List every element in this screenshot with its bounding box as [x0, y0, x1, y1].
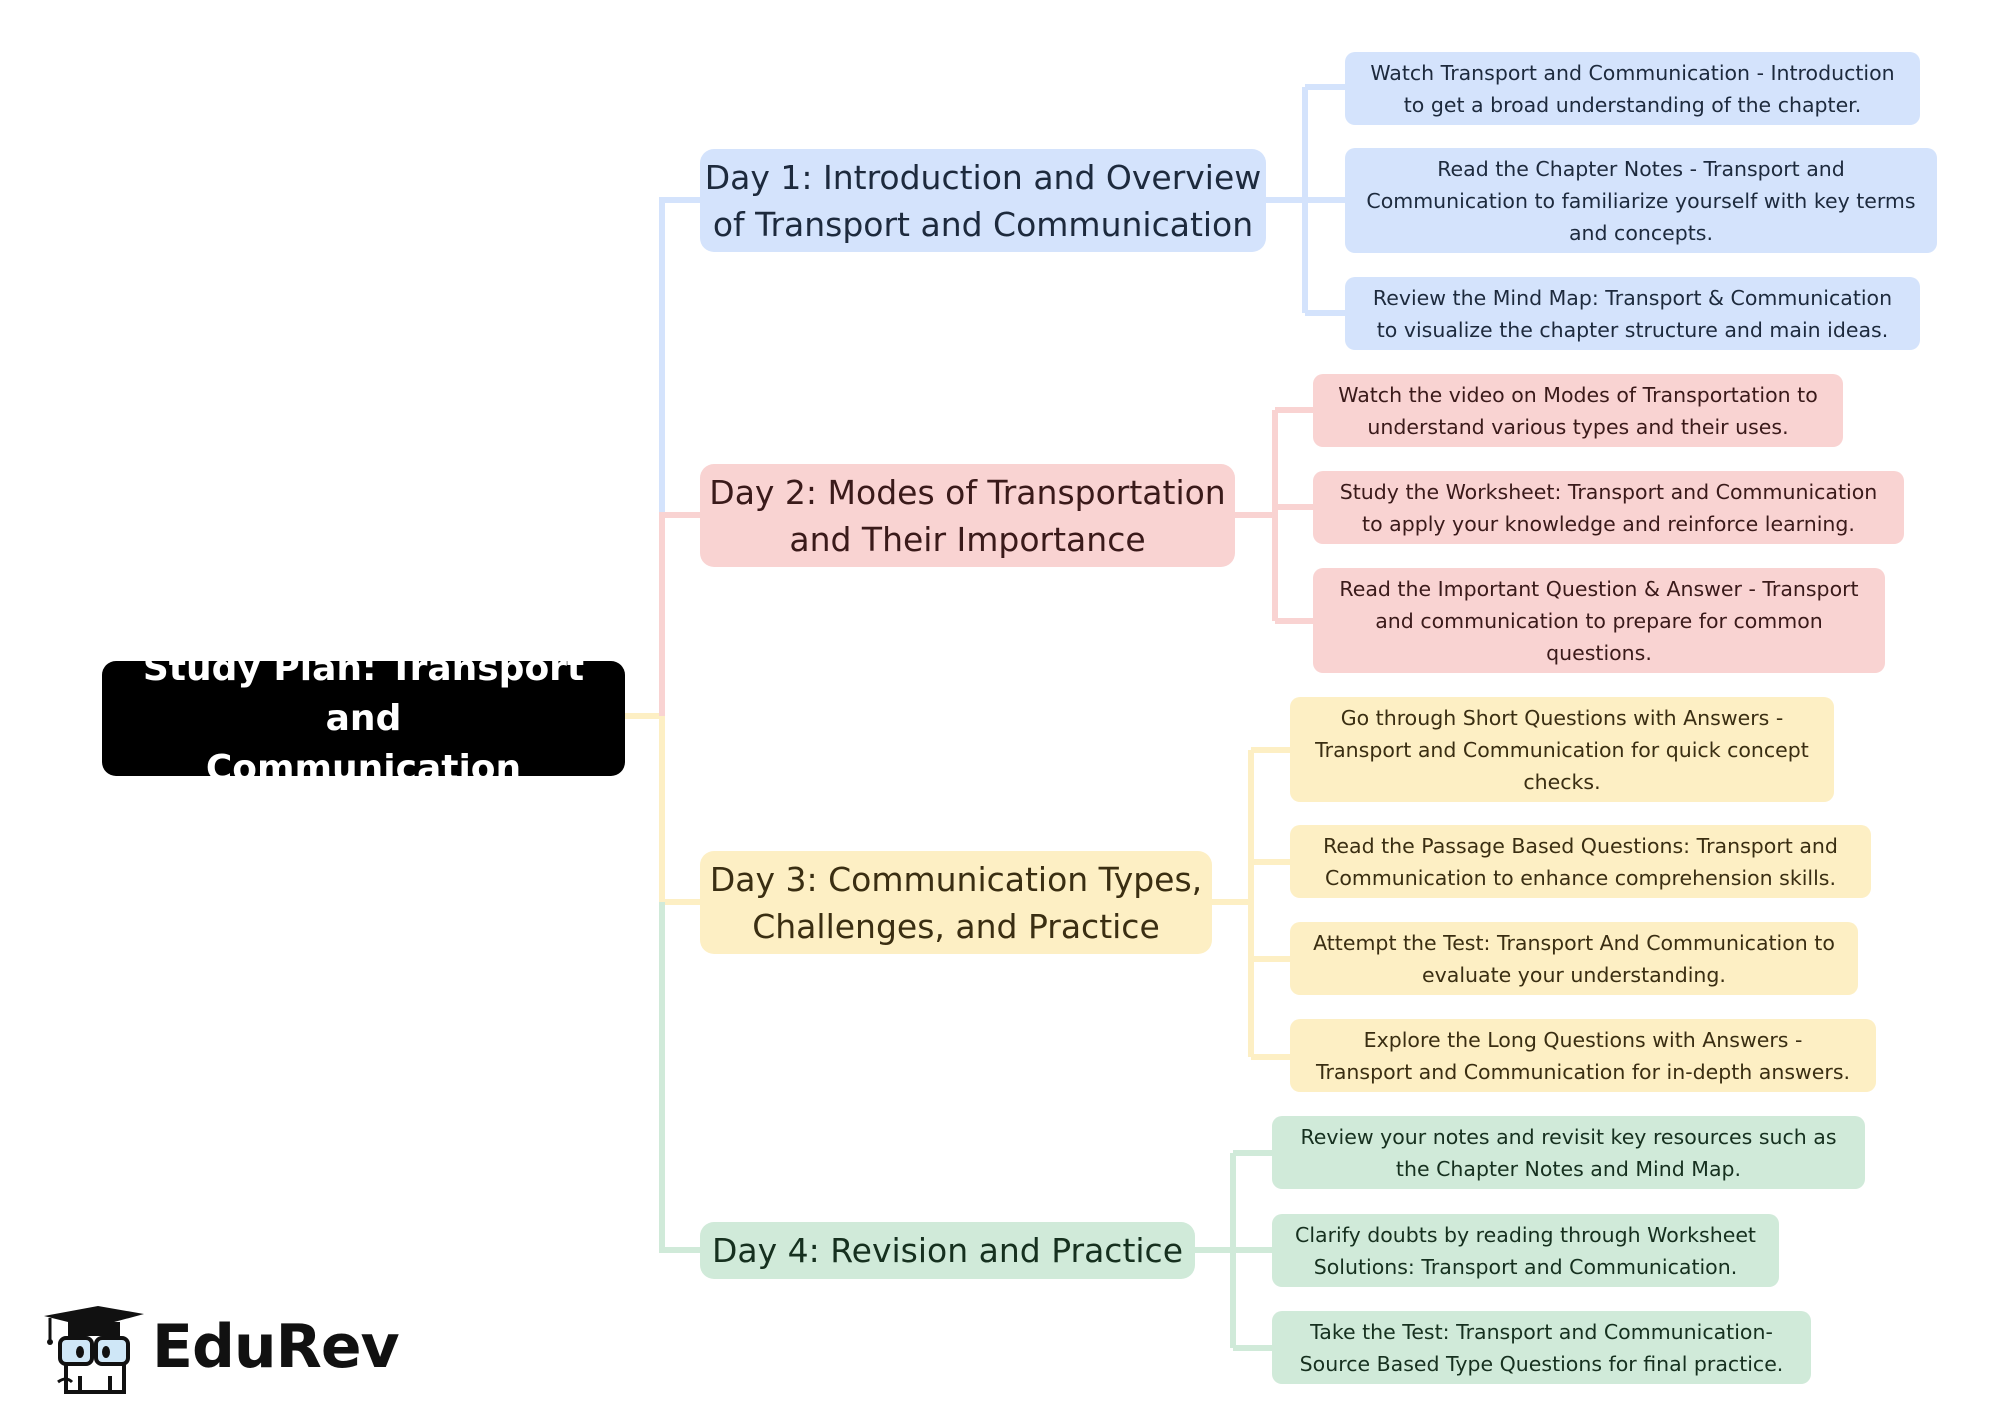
graduation-cap-mascot-icon: [40, 1288, 150, 1398]
connector-trunk-day3: [662, 716, 700, 902]
day-4-task-1: Review your notes and revisit key resources such as the Chapter Notes and Mind Map.: [1272, 1116, 1865, 1189]
day-3-task-1: Go through Short Questions with Answers - Transport and Communication for quick concept checks.: [1290, 697, 1834, 802]
day-2-task-2: Study the Worksheet: Transport and Communication to apply your knowledge and reinforce learning.: [1313, 471, 1904, 544]
day-4-task-3: Take the Test: Transport and Communication- Source Based Type Questions for final practice.: [1272, 1311, 1811, 1384]
day-2-task-1: Watch the video on Modes of Transportation to understand various types and their uses.: [1313, 374, 1843, 447]
connector-trunk-day4: [662, 902, 700, 1250]
day-3-task-3: Attempt the Test: Transport And Communication to evaluate your understanding.: [1290, 922, 1858, 995]
edurev-logo: [40, 1288, 400, 1408]
connector-day4-tasks: [1195, 1153, 1272, 1348]
day-3-task-2: Read the Passage Based Questions: Transport and Communication to enhance comprehension skills.: [1290, 825, 1871, 898]
day-1-node: Day 1: Introduction and Overview of Transport and Communication: [700, 149, 1266, 252]
day-4-task-2: Clarify doubts by reading through Worksheet Solutions: Transport and Communication.: [1272, 1214, 1779, 1287]
logo-wordmark: EduRev: [152, 1312, 399, 1382]
connector-trunk-day2: [662, 515, 700, 716]
root-node: Study Plan: Transport and Communication: [102, 661, 625, 776]
day-3-node: Day 3: Communication Types, Challenges, and Practice: [700, 851, 1212, 954]
day-2-node: Day 2: Modes of Transportation and Their Importance: [700, 464, 1235, 567]
day-1-task-3: Review the Mind Map: Transport & Communication to visualize the chapter structure and main ideas.: [1345, 277, 1920, 350]
connector-day3-tasks: [1212, 750, 1290, 1057]
connector-day2-tasks: [1235, 410, 1313, 621]
connector-trunk-day1: [662, 200, 700, 716]
day-2-task-3: Read the Important Question & Answer - Transport and communication to prepare for common questions.: [1313, 568, 1885, 673]
day-4-node: Day 4: Revision and Practice: [700, 1222, 1195, 1279]
day-1-task-1: Watch Transport and Communication - Introduction to get a broad understanding of the chapter.: [1345, 52, 1920, 125]
day-3-task-4: Explore the Long Questions with Answers - Transport and Communication for in-depth answers.: [1290, 1019, 1876, 1092]
connector-day1-tasks: [1266, 87, 1345, 313]
day-1-task-2: Read the Chapter Notes - Transport and Communication to familiarize yourself with key terms and concepts.: [1345, 148, 1937, 253]
